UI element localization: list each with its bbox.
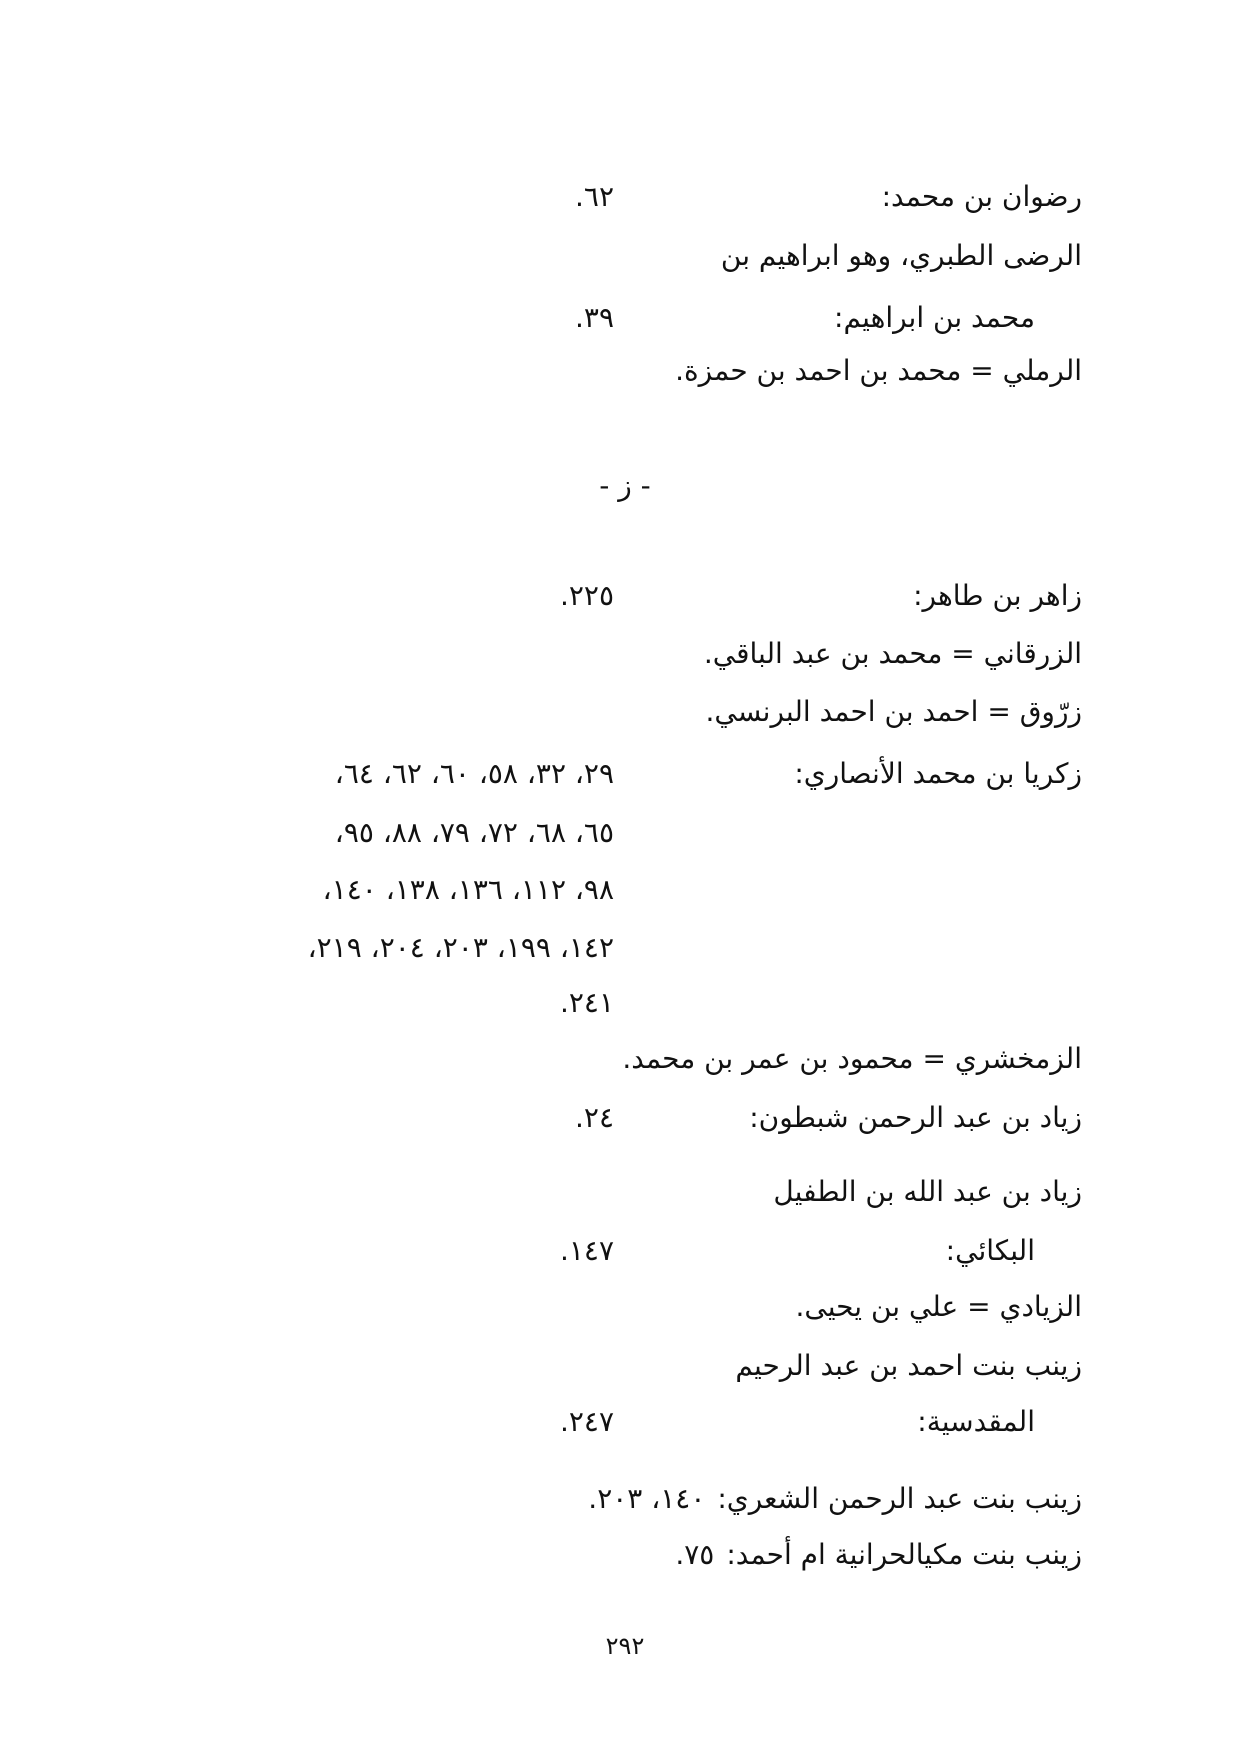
entry-name: زاهر بن طاهر:	[913, 579, 1082, 612]
entry-pages: ٢٤.	[575, 1101, 614, 1134]
entry-name-continuation: البكائي:	[945, 1234, 1035, 1267]
section-heading: - ز -	[599, 469, 651, 502]
entry-name-continuation: المقدسية:	[917, 1405, 1035, 1438]
entry-pages: ٢٤١.	[559, 986, 614, 1019]
entry-pages: ٢٤٧.	[559, 1405, 614, 1438]
entry-pages: ٦٥، ٦٨، ٧٢، ٧٩، ٨٨، ٩٥،	[334, 816, 614, 849]
entry-name: زينب بنت عبد الرحمن الشعري:	[717, 1482, 1082, 1515]
entry-pages: ١٤٢، ١٩٩، ٢٠٣، ٢٠٤، ٢١٩،	[307, 931, 614, 964]
entry-name: زكريا بن محمد الأنصاري:	[794, 757, 1082, 790]
entry-name: الزرقاني = محمد بن عبد الباقي.	[703, 637, 1082, 670]
entry-name: زرّوق = احمد بن احمد البرنسي.	[705, 695, 1082, 728]
entry-name: رضوان بن محمد:	[881, 180, 1082, 213]
entry-pages: ٩٨، ١١٢، ١٣٦، ١٣٨، ١٤٠،	[322, 873, 614, 906]
entry-name: الرملي = محمد بن احمد بن حمزة.	[675, 354, 1082, 387]
entry-pages: ٢٩، ٣٢، ٥٨، ٦٠، ٦٢، ٦٤،	[334, 757, 614, 790]
entry-pages: ٦٢.	[575, 180, 614, 213]
entry-pages: ١٤٧.	[559, 1234, 614, 1267]
entry-pages: ٧٥.	[675, 1538, 715, 1571]
page-number: ٢٩٢	[605, 1632, 645, 1660]
index-entry	[675, 1535, 1082, 1575]
entry-name-continuation: محمد بن ابراهيم:	[834, 301, 1035, 334]
entry-name: زياد بن عبد الرحمن شبطون:	[749, 1101, 1082, 1134]
entry-pages: ٢٢٥.	[559, 579, 614, 612]
entry-pages: ١٤٠، ٢٠٣.	[588, 1482, 706, 1515]
entry-name: الزمخشري = محمود بن عمر بن محمد.	[622, 1042, 1082, 1075]
index-entry	[588, 1479, 1082, 1519]
entry-name: زينب بنت مكيالحرانية ام أحمد:	[726, 1538, 1082, 1571]
entry-name: الزيادي = علي بن يحيى.	[795, 1290, 1082, 1323]
entry-name: الرضى الطبري، وهو ابراهيم بن	[720, 239, 1082, 272]
entry-name: زياد بن عبد الله بن الطفيل	[773, 1175, 1082, 1208]
entry-name: زينب بنت احمد بن عبد الرحيم	[735, 1349, 1082, 1382]
entry-pages: ٣٩.	[575, 301, 614, 334]
